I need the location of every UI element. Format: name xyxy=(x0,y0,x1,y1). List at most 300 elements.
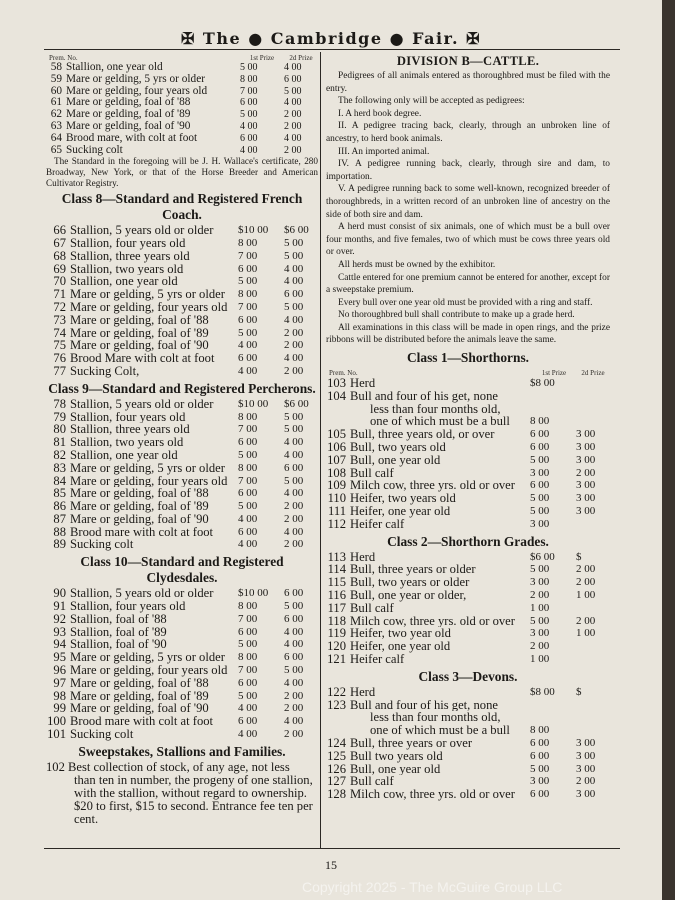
rules-block xyxy=(326,70,610,347)
premium-number: 123 xyxy=(327,697,346,712)
second-prize xyxy=(576,518,610,531)
premium-number: 98 xyxy=(53,688,66,703)
premium-number: 117 xyxy=(327,600,346,615)
premium-description: Milch cow, three yrs. old or over xyxy=(350,479,515,493)
premium-row xyxy=(326,454,610,467)
premium-description: Stallion, one year old xyxy=(66,62,163,73)
first-prize: 6 00 xyxy=(238,436,258,449)
first-prize: 5 00 xyxy=(238,500,258,513)
second-prize: 3 00 xyxy=(576,736,596,749)
premium-description: Mare or gelding, foal of '88 xyxy=(66,97,191,109)
first-prize: 6 00 xyxy=(530,441,550,454)
first-prize: 6 00 xyxy=(238,262,258,275)
second-prize: 5 00 xyxy=(284,85,302,97)
second-prize xyxy=(576,377,610,390)
second-prize: 5 00 xyxy=(284,236,304,249)
second-prize: 4 00 xyxy=(284,132,302,144)
premium-number: 104 xyxy=(327,388,346,403)
second-prize: 6 00 xyxy=(284,587,304,600)
premium-number: 106 xyxy=(327,440,346,455)
first-prize: 4 00 xyxy=(238,702,258,715)
premium-description: Herd xyxy=(350,550,376,564)
second-prize: 5 00 xyxy=(284,664,304,677)
standard-note: The Standard in the foregoing will be J. H. Wallace's certificate, 280 Broadway, New York, or that of the Horse Breeder and American Cultivator Registry. xyxy=(46,156,318,188)
premium-description: Mare or gelding, foal of '90 xyxy=(70,702,209,716)
premium-row xyxy=(46,702,318,715)
class-1-heading: Class 1—Shorthorns. xyxy=(406,350,530,366)
premium-description: Bull calf xyxy=(350,466,394,480)
premium-row xyxy=(326,492,610,505)
premium-row xyxy=(46,365,318,378)
prize-header xyxy=(46,52,318,62)
premium-row xyxy=(326,551,610,564)
premium-number: 108 xyxy=(327,465,346,480)
first-prize: 8 00 xyxy=(238,410,258,423)
premium-row xyxy=(46,475,318,488)
second-prize: 6 00 xyxy=(284,288,304,301)
premium-description: Mare or gelding, four years old xyxy=(66,85,208,97)
premium-row xyxy=(326,788,610,801)
premium-description: Stallion, two years old xyxy=(70,436,184,449)
sweepstakes-entry xyxy=(46,761,318,826)
premium-row xyxy=(46,275,318,288)
first-prize: 6 00 xyxy=(240,132,258,144)
first-prize: 8 00 xyxy=(530,724,550,737)
premium-row xyxy=(46,263,318,276)
first-prize: 7 00 xyxy=(238,664,258,677)
second-prize: 6 00 xyxy=(284,461,304,474)
premium-number: 82 xyxy=(53,447,66,462)
first-prize: 5 00 xyxy=(530,453,550,466)
premium-row xyxy=(326,441,610,454)
premium-description: Brood mare with colt at foot xyxy=(70,715,214,729)
second-prize: 5 00 xyxy=(284,600,304,613)
first-prize: $6 00 xyxy=(530,550,555,563)
premium-number: 115 xyxy=(327,575,346,590)
first-prize: 4 00 xyxy=(238,728,258,741)
second-prize: 1 00 xyxy=(576,627,596,640)
premium-number: 63 xyxy=(50,119,62,132)
footer-rule xyxy=(44,848,620,849)
second-prize: 2 00 xyxy=(284,512,304,525)
premium-row xyxy=(326,615,610,628)
first-prize: 5 00 xyxy=(238,326,258,339)
second-prize: 4 00 xyxy=(284,262,304,275)
premium-number: 91 xyxy=(53,599,66,614)
first-prize: 6 00 xyxy=(238,715,258,728)
first-prize: $8 00 xyxy=(530,685,555,698)
header-second-prize: 2d Prize xyxy=(581,369,605,378)
first-prize: 4 00 xyxy=(240,144,258,156)
class-8-list xyxy=(46,224,318,378)
premium-description: Herd xyxy=(350,685,376,699)
premium-number: 68 xyxy=(53,248,66,263)
premium-number: 67 xyxy=(53,235,66,250)
premium-row xyxy=(46,690,318,703)
premium-description: Stallion, one year old xyxy=(70,448,178,462)
second-prize: 2 00 xyxy=(576,576,596,589)
premium-number: 69 xyxy=(53,261,66,276)
premium-number: 112 xyxy=(327,516,346,531)
premium-number: 59 xyxy=(50,72,62,85)
premium-number: 97 xyxy=(53,675,66,690)
second-prize: 4 00 xyxy=(284,715,304,728)
first-prize: $10 00 xyxy=(238,587,269,600)
rule-paragraph: Every bull over one year old must be provided with a ring and staff. xyxy=(338,297,593,308)
class-2-heading: Class 2—Shorthorn Grades. xyxy=(387,533,549,549)
premium-number: 114 xyxy=(327,562,346,577)
first-prize: 6 00 xyxy=(530,749,550,762)
premium-number: 84 xyxy=(53,473,66,488)
class-10-heading: Class 10—Standard and Registered Clydesdales. xyxy=(80,554,284,586)
premium-row xyxy=(46,436,318,449)
premium-description: Bull, three years or over xyxy=(350,736,473,750)
premium-number: 111 xyxy=(328,504,346,519)
premium-row xyxy=(46,133,318,145)
description-continuation: one of which must be a bull xyxy=(370,724,510,737)
premium-number: 121 xyxy=(327,652,346,666)
premium-row-end xyxy=(326,415,610,428)
second-prize: 2 00 xyxy=(284,728,304,741)
premium-number: 73 xyxy=(53,312,66,327)
premium-number: 93 xyxy=(53,624,66,639)
premium-row xyxy=(326,750,610,763)
premium-number: 101 xyxy=(47,727,66,742)
first-prize: 6 00 xyxy=(530,788,550,801)
premium-description: Heifer calf xyxy=(350,653,405,666)
first-prize: 4 00 xyxy=(238,339,258,352)
right-column xyxy=(326,52,610,801)
first-prize: 6 00 xyxy=(238,352,258,365)
premium-number: 62 xyxy=(50,108,62,121)
second-prize: 3 00 xyxy=(576,749,596,762)
first-prize: 8 00 xyxy=(238,288,258,301)
premium-description: Heifer, one year old xyxy=(350,505,451,518)
premium-number: 110 xyxy=(327,491,346,506)
first-prize: 8 00 xyxy=(238,236,258,249)
premium-number: 122 xyxy=(327,684,346,699)
premium-description: Bull, one year old xyxy=(350,762,441,776)
second-prize: 4 00 xyxy=(284,313,304,326)
book-edge xyxy=(662,0,675,900)
second-prize: 2 00 xyxy=(284,326,304,339)
second-prize: 2 00 xyxy=(284,109,302,121)
class-9-list xyxy=(46,398,318,552)
first-prize: 6 00 xyxy=(530,428,550,441)
premium-number: 64 xyxy=(50,131,62,144)
premium-description: Mare or gelding, 5 yrs or older xyxy=(70,288,225,301)
premium-number: 70 xyxy=(53,274,66,289)
premium-row xyxy=(46,677,318,690)
first-prize: 4 00 xyxy=(240,120,258,132)
premium-row xyxy=(46,587,318,600)
first-prize: $10 00 xyxy=(238,224,269,237)
premium-description: Sucking colt xyxy=(70,728,134,741)
second-prize: 4 00 xyxy=(284,487,304,500)
first-prize: 6 00 xyxy=(238,625,258,638)
premium-description: Mare or gelding, foal of '89 xyxy=(70,689,209,703)
second-prize: 3 00 xyxy=(576,479,596,492)
premium-description: Brood mare, with colt at foot xyxy=(66,132,198,144)
division-heading: DIVISION B—CATTLE. xyxy=(396,54,540,68)
premium-row xyxy=(46,352,318,365)
premium-row xyxy=(326,640,610,653)
header-second-prize: 2d Prize xyxy=(289,54,313,62)
rule-paragraph: II. A pedigree tracing back, clearly, through an unbroken line of ancestry, to herd book animals. xyxy=(326,121,610,144)
description-continuation: less than four months old, xyxy=(370,710,501,725)
second-prize: 4 00 xyxy=(284,62,302,73)
premium-row xyxy=(326,576,610,589)
first-prize: 7 00 xyxy=(238,423,258,436)
first-prize: 6 00 xyxy=(238,313,258,326)
premium-row xyxy=(46,62,318,74)
premium-number: 113 xyxy=(327,549,346,564)
premium-number: 71 xyxy=(53,287,66,302)
premium-description: Bull calf xyxy=(350,775,394,789)
premium-row xyxy=(326,602,610,615)
premium-description: Bull, one year old xyxy=(350,453,441,467)
premium-description: Stallion, three years old xyxy=(70,249,190,263)
premium-row xyxy=(326,390,610,403)
premium-row xyxy=(326,467,610,480)
premium-number: 120 xyxy=(327,639,346,654)
sweep-text: than ten in number, the progeny of one stallion, with the stallion, without regard to ownership. $20 to first, $15 to second. Entrance fee ten per cent. xyxy=(74,772,313,826)
first-prize: 5 00 xyxy=(238,275,258,288)
premium-row xyxy=(46,398,318,411)
premium-description: Heifer, two years old xyxy=(350,492,456,506)
premium-description: Bull and four of his get, none xyxy=(350,698,498,712)
second-prize: 2 00 xyxy=(576,563,596,576)
premium-row xyxy=(46,237,318,250)
premium-number: 103 xyxy=(327,376,346,391)
premium-row xyxy=(46,638,318,651)
second-prize: 1 00 xyxy=(576,589,596,602)
first-prize: 6 00 xyxy=(238,487,258,500)
second-prize: 5 00 xyxy=(284,423,304,436)
premium-number: 89 xyxy=(53,537,66,552)
premium-number: 65 xyxy=(50,143,62,156)
premium-number: 75 xyxy=(53,338,66,353)
premium-number: 72 xyxy=(53,299,66,314)
premium-number: 58 xyxy=(50,61,62,73)
premium-row xyxy=(46,715,318,728)
second-prize: $6 00 xyxy=(284,224,309,237)
sweep-number: 102 xyxy=(46,759,65,774)
class-8-heading: Class 8—Standard and Registered French Coach. xyxy=(61,191,303,223)
premium-description: Milch cow, three yrs. old or over xyxy=(350,788,515,801)
premium-row xyxy=(46,74,318,86)
premium-number: 60 xyxy=(50,84,62,97)
second-prize: 4 00 xyxy=(284,352,304,365)
premium-row xyxy=(46,462,318,475)
second-prize: 2 00 xyxy=(284,500,304,513)
premium-row xyxy=(326,737,610,750)
second-prize: 4 00 xyxy=(284,97,302,109)
first-prize: 7 00 xyxy=(238,300,258,313)
second-prize: 4 00 xyxy=(284,525,304,538)
premium-number: 94 xyxy=(53,637,66,652)
second-prize: 3 00 xyxy=(576,441,596,454)
premium-description: Stallion, three years old xyxy=(70,423,190,437)
premium-row xyxy=(46,651,318,664)
first-prize: 7 00 xyxy=(240,85,258,97)
first-prize: 5 00 xyxy=(530,505,550,518)
header-first-prize: 1st Prize xyxy=(541,369,567,378)
premium-number: 76 xyxy=(53,351,66,366)
rule-paragraph: IV. A pedigree running back, clearly, through sire and dam, to importation. xyxy=(326,159,610,182)
premium-description: Heifer, two year old xyxy=(350,627,451,641)
first-prize: 6 00 xyxy=(238,525,258,538)
second-prize: 2 00 xyxy=(576,466,596,479)
premium-row xyxy=(326,775,610,788)
premium-description: Sucking colt xyxy=(66,144,123,156)
premium-description: Stallion, four years old xyxy=(70,600,186,613)
premium-row xyxy=(46,600,318,613)
second-prize: 6 00 xyxy=(284,651,304,664)
premium-description: Mare or gelding, foal of '89 xyxy=(70,500,209,513)
premium-row xyxy=(46,613,318,626)
premium-number: 87 xyxy=(53,511,66,526)
premium-description: Stallion, foal of '89 xyxy=(70,625,167,639)
premium-row xyxy=(46,626,318,639)
premium-description: Mare or gelding, foal of '89 xyxy=(66,109,191,121)
page-number: 15 xyxy=(325,858,337,872)
first-prize: 5 00 xyxy=(530,492,550,505)
first-prize: 3 00 xyxy=(530,517,550,530)
premium-description: Sucking colt xyxy=(70,538,134,552)
second-prize: 6 00 xyxy=(284,612,304,625)
premium-description: Stallion, 5 years old or older xyxy=(70,224,214,237)
second-prize: 5 00 xyxy=(284,300,304,313)
premium-description: Mare or gelding, foal of '90 xyxy=(66,120,191,132)
premium-number: 61 xyxy=(50,96,62,109)
premium-row-end xyxy=(326,724,610,737)
premium-number: 66 xyxy=(53,223,66,238)
first-prize: 4 00 xyxy=(238,364,258,377)
second-prize: $ xyxy=(576,550,582,563)
second-prize: 2 00 xyxy=(284,689,304,702)
first-prize: 7 00 xyxy=(238,249,258,262)
premium-row xyxy=(326,518,610,531)
premium-row xyxy=(326,653,610,666)
first-prize: 3 00 xyxy=(530,775,550,788)
premium-number: 85 xyxy=(53,486,66,501)
first-prize: 5 00 xyxy=(238,638,258,651)
second-prize: 3 00 xyxy=(576,453,596,466)
premium-row xyxy=(46,250,318,263)
second-prize: 2 00 xyxy=(284,144,302,156)
class-2-list xyxy=(326,551,610,666)
class-10-list xyxy=(46,587,318,741)
rule-paragraph: All examinations in this class will be made in open rings, and the prize ribbons will be distributed before the animals leave the same. xyxy=(326,322,610,346)
description-continuation: less than four months old, xyxy=(370,401,501,416)
premium-number: 81 xyxy=(53,435,66,450)
premium-number: 118 xyxy=(327,613,346,628)
premium-description: Mare or gelding, four years old xyxy=(70,474,228,488)
rule-paragraph: Pedigrees of all animals entered as thoroughbred must be filed with the entry. xyxy=(326,71,610,94)
second-prize: 5 00 xyxy=(284,410,304,423)
first-prize: 2 00 xyxy=(530,589,550,602)
first-prize: $10 00 xyxy=(238,397,269,410)
premium-number: 79 xyxy=(53,409,66,424)
premium-description: Heifer calf xyxy=(350,517,405,531)
first-prize: 1 00 xyxy=(530,653,550,665)
premium-row xyxy=(46,97,318,109)
premium-row xyxy=(46,538,318,551)
premium-description: Brood Mare with colt at foot xyxy=(70,352,215,365)
first-prize: 6 00 xyxy=(530,736,550,749)
premium-row xyxy=(46,224,318,237)
premium-description: Mare or gelding, 5 yrs or older xyxy=(70,651,225,665)
premium-row xyxy=(46,449,318,462)
second-prize: $ xyxy=(576,685,582,698)
premium-number: 127 xyxy=(327,774,346,789)
premium-description: Sucking Colt, xyxy=(70,364,140,378)
description-continuation: one of which must be a bull xyxy=(370,415,510,429)
first-prize: 3 00 xyxy=(530,466,550,479)
premium-description: Mare or gelding, foal of '88 xyxy=(70,676,209,690)
premium-number: 80 xyxy=(53,422,66,437)
header-first-prize: 1st Prize xyxy=(249,54,275,62)
premium-row xyxy=(46,423,318,436)
second-prize: 4 00 xyxy=(284,625,304,638)
second-prize xyxy=(576,724,610,737)
premium-description: Bull, three years old, or over xyxy=(350,428,495,442)
first-prize: 8 00 xyxy=(238,461,258,474)
premium-number: 109 xyxy=(327,478,346,493)
premium-description: Mare or gelding, 5 yrs or older xyxy=(70,461,225,475)
second-prize xyxy=(576,653,610,666)
premium-number: 83 xyxy=(53,460,66,475)
premium-number: 95 xyxy=(53,650,66,665)
premium-row xyxy=(46,411,318,424)
premium-number: 100 xyxy=(47,714,66,729)
premium-row xyxy=(46,109,318,121)
first-prize: 5 00 xyxy=(238,448,258,461)
premium-number: 74 xyxy=(53,325,66,340)
first-prize: 4 00 xyxy=(238,538,258,551)
premium-row xyxy=(46,500,318,513)
premium-row xyxy=(326,479,610,492)
premium-number: 86 xyxy=(53,499,66,514)
second-prize xyxy=(576,640,610,653)
premium-description: Brood mare with colt at foot xyxy=(70,525,214,539)
sweep-line: Best collection of stock, of any age, not less xyxy=(68,759,290,774)
second-prize: 4 00 xyxy=(284,436,304,449)
first-prize: 3 00 xyxy=(530,576,550,589)
first-prize: 6 00 xyxy=(238,676,258,689)
second-prize: 3 00 xyxy=(576,762,596,775)
first-prize: 3 00 xyxy=(530,627,550,640)
premium-row xyxy=(326,428,610,441)
premium-description: Bull two years old xyxy=(350,749,443,763)
second-prize: 3 00 xyxy=(576,428,596,441)
premium-number: 77 xyxy=(53,363,66,378)
premium-description: Mare or gelding, four years old xyxy=(70,300,228,314)
premium-description: Herd xyxy=(350,377,376,390)
premium-description: Mare or gelding, 5 yrs or older xyxy=(66,73,205,85)
premium-description: Bull, three years or older xyxy=(350,563,476,577)
premium-row xyxy=(326,563,610,576)
first-prize: 6 00 xyxy=(240,97,258,109)
page-title: ✠ The ● Cambridge ● Fair. ✠ xyxy=(180,29,482,48)
premium-description: Bull, one year or older, xyxy=(350,589,467,602)
premium-row xyxy=(46,86,318,98)
premium-description: Bull, two years old xyxy=(350,441,446,454)
second-prize: 3 00 xyxy=(576,492,596,505)
premium-number: 128 xyxy=(327,787,346,802)
premium-description: Mare or gelding, foal of '90 xyxy=(70,512,209,526)
